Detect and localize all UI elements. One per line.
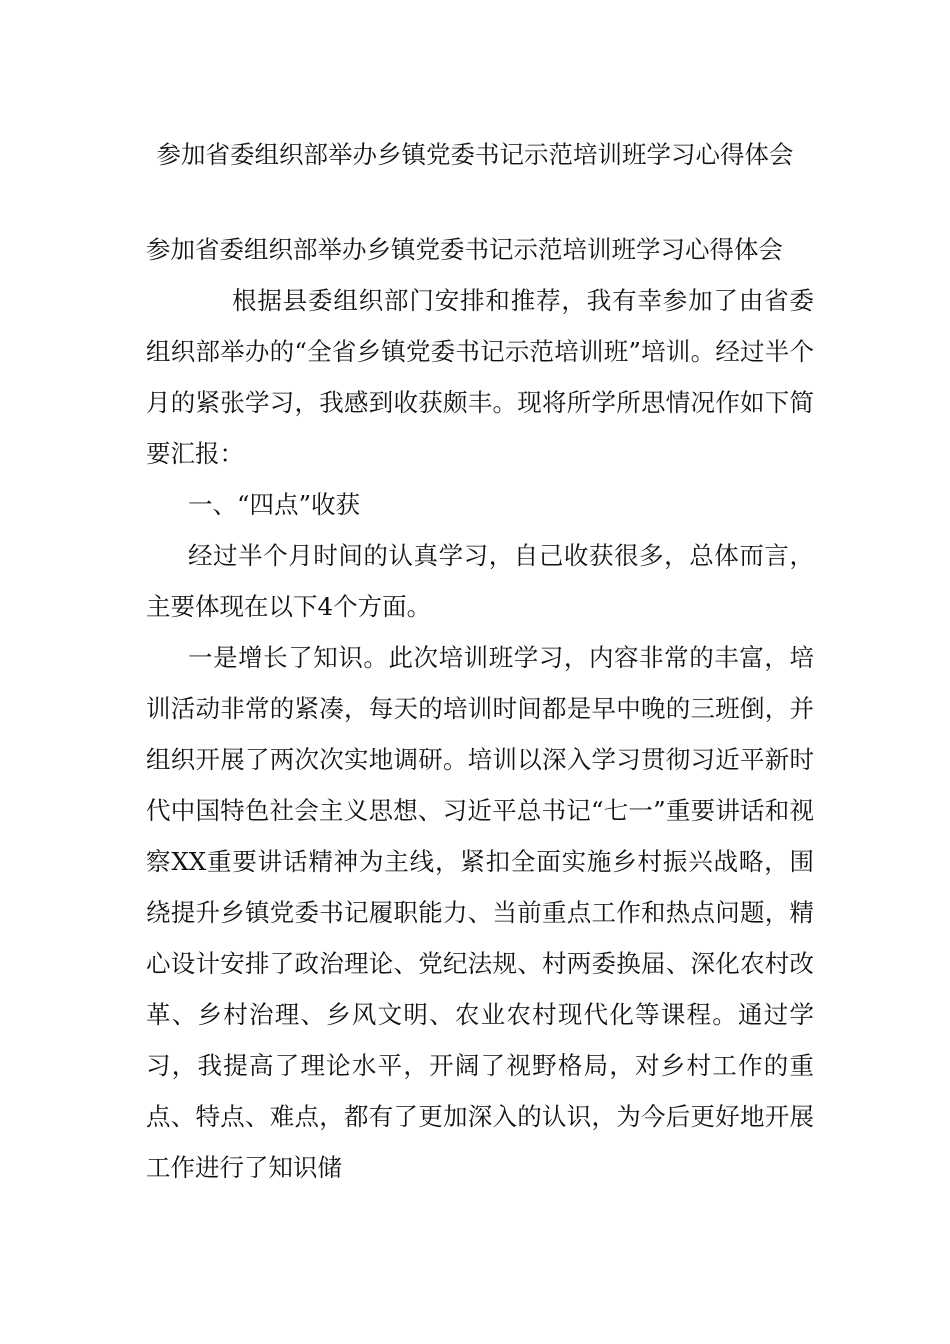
paragraph-intro: 根据县委组织部门安排和推荐，我有幸参加了由省委组织部举办的“全省乡镇党委书记示范培训班”培训。经过半个月的紧张学习，我感到收获颇丰。现将所学所思情况作如下简要汇报： [146, 286, 814, 468]
document-subtitle: 参加省委组织部举办乡镇党委书记示范培训班学习心得体会 [146, 235, 783, 264]
document-body [146, 224, 814, 1193]
paragraph-summary: 经过半个月时间的认真学习，自己收获很多，总体而言，主要体现在以下4个方面。 [146, 541, 814, 621]
paragraph-knowledge: 一是增长了知识。此次培训班学习，内容非常的丰富，培训活动非常的紧凑，每天的培训时间都是早中晚的三班倒，并组织开展了两次次实地调研。培训以深入学习贯彻习近平新时代中国特色社会主义思想、习近平总书记“七一”重要讲话和视察XX重要讲话精神为主线，紧扣全面实施乡村振兴战略，围绕提升乡镇党委书记履职能力、当前重点工作和热点问题，精心设计安排了政治理论、党纪法规、村两委换届、深化农村改革、乡村治理、乡风文明、农业农村现代化等课程。通过学习，我提高了理论水平，开阔了视野格局，对乡村工作的重点、特点、难点，都有了更加深入的认识，为今后更好地开展工作进行了知识储 [146, 643, 814, 1182]
section-heading: 一、“四点”收获 [188, 490, 361, 519]
document-title: 参加省委组织部举办乡镇党委书记示范培训班学习心得体会 [156, 140, 794, 169]
